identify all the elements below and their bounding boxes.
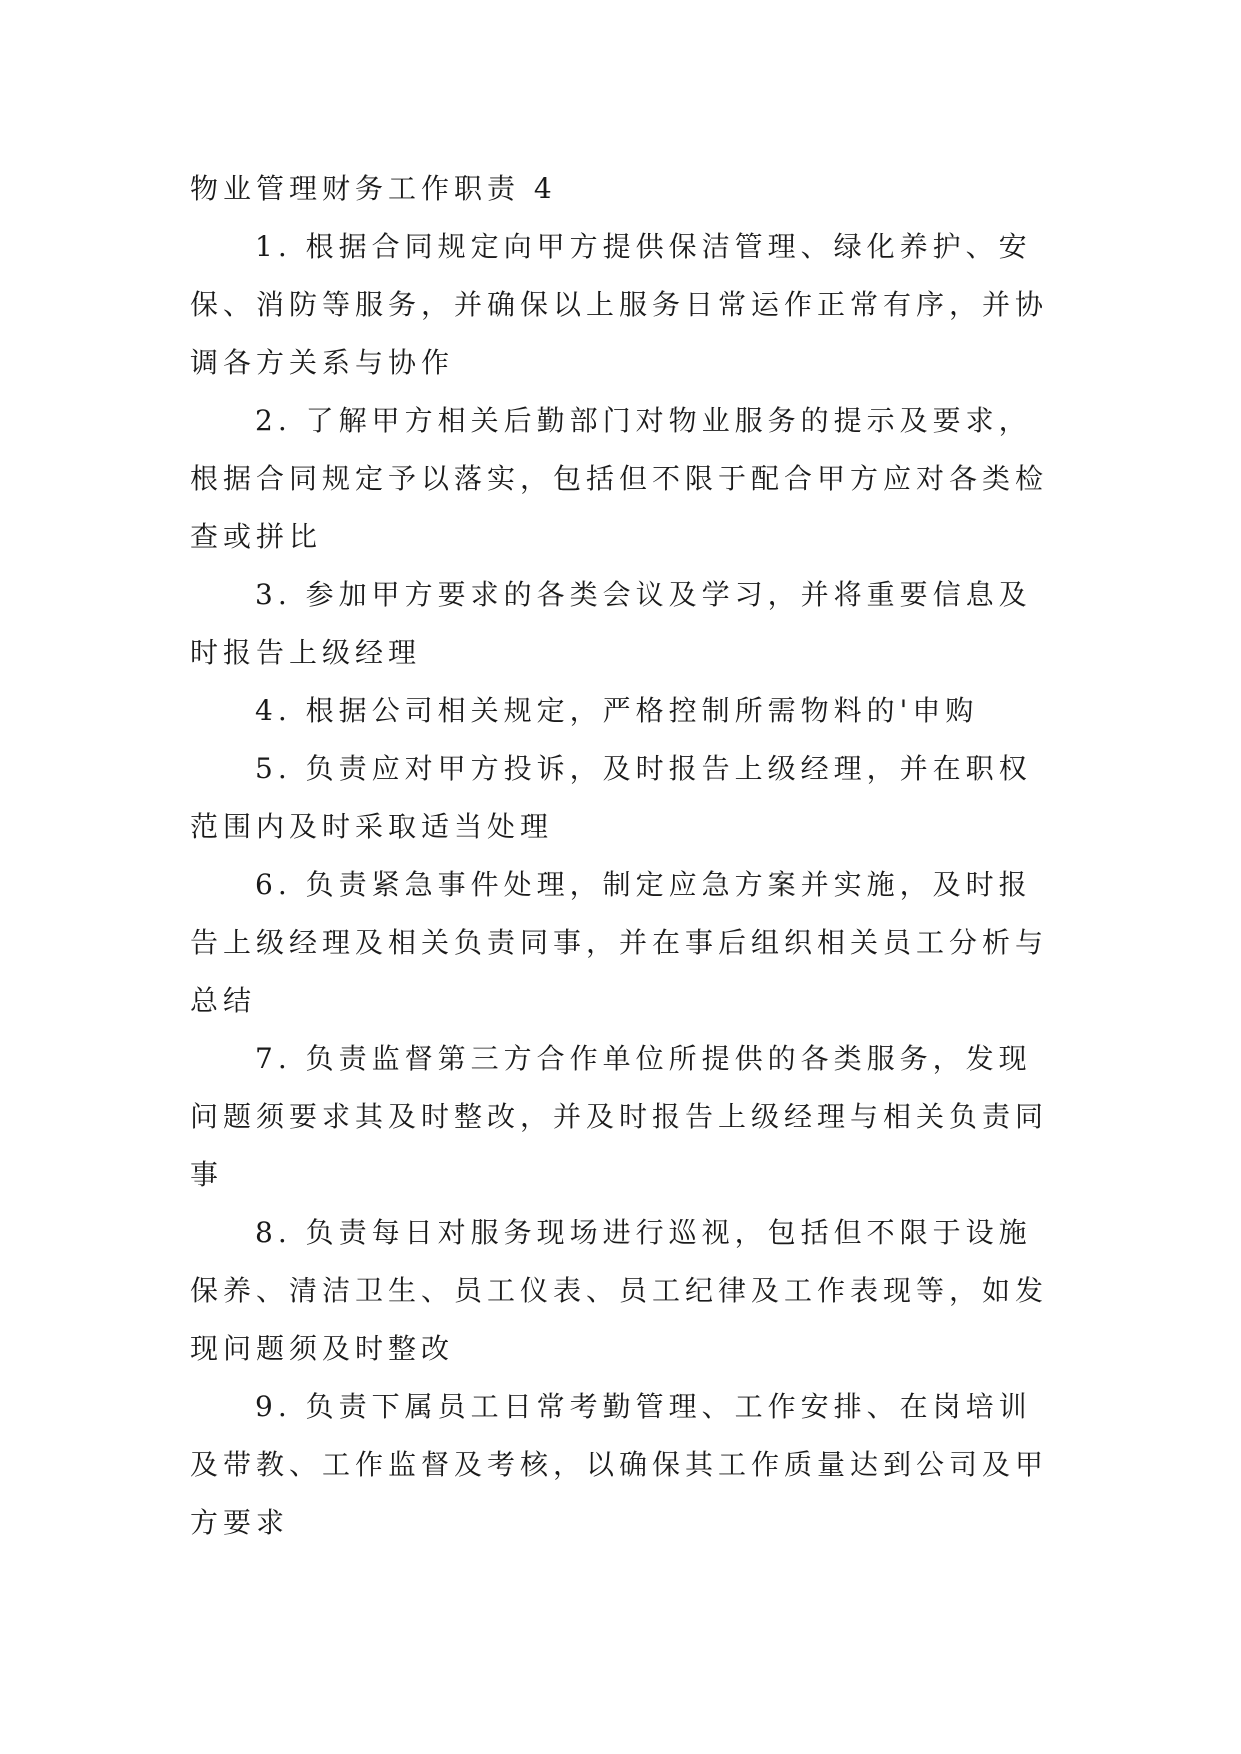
document-body: [190, 160, 1050, 1552]
duty-paragraph-1: 1. 根据合同规定向甲方提供保洁管理、绿化养护、安保、消防等服务，并确保以上服务日常运作正常有序，并协调各方关系与协作: [190, 230, 1049, 379]
duty-paragraph-5: 5. 负责应对甲方投诉，及时报告上级经理，并在职权范围内及时采取适当处理: [190, 752, 1032, 843]
duty-paragraph-3: 3. 参加甲方要求的各类会议及学习，并将重要信息及时报告上级经理: [190, 578, 1032, 669]
duty-paragraph-7: 7. 负责监督第三方合作单位所提供的各类服务，发现问题须要求其及时整改，并及时报告上级经理与相关负责同事: [190, 1042, 1049, 1191]
duty-paragraph-6: 6. 负责紧急事件处理，制定应急方案并实施，及时报告上级经理及相关负责同事，并在事后组织相关员工分析与总结: [190, 868, 1049, 1017]
duty-paragraph-8: 8. 负责每日对服务现场进行巡视，包括但不限于设施保养、清洁卫生、员工仪表、员工纪律及工作表现等，如发现问题须及时整改: [190, 1216, 1049, 1365]
duty-paragraph-9: 9. 负责下属员工日常考勤管理、工作安排、在岗培训及带教、工作监督及考核，以确保其工作质量达到公司及甲方要求: [190, 1390, 1049, 1539]
duty-paragraph-2: 2. 了解甲方相关后勤部门对物业服务的提示及要求，根据合同规定予以落实，包括但不限于配合甲方应对各类检查或拼比: [190, 404, 1049, 553]
document-title: 物业管理财务工作职责 4: [190, 172, 557, 205]
duty-paragraph-4: 4. 根据公司相关规定，严格控制所需物料的'申购: [255, 694, 979, 727]
